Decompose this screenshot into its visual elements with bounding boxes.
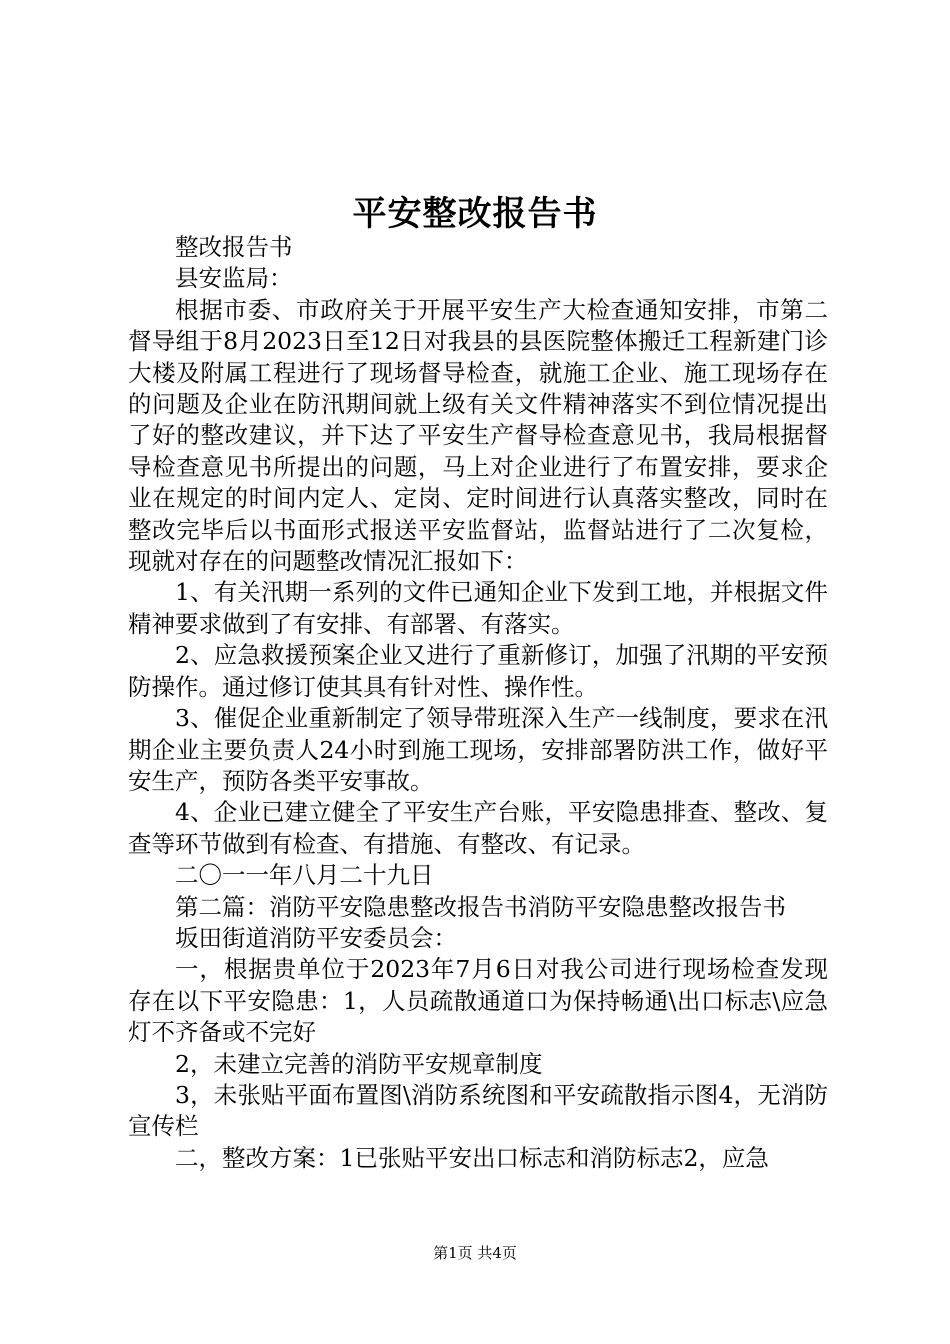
paragraph-second-title: 第二篇：消防平安隐患整改报告书消防平安隐患整改报告书 [175,892,786,921]
page-footer: 第1页 共4页 [433,1244,517,1262]
paragraph-plan: 二，整改方案：1已张贴平安出口标志和消防标志2，应急 [175,1143,769,1172]
paragraph-heading: 整改报告书 [175,233,293,261]
paragraph-date: 二〇一一年八月二十九日 [175,861,434,890]
paragraph-hazard-3: 3，未张贴平面布置图\消防系统图和平安疏散指示图4，无消防宣传栏 [128,1080,828,1141]
paragraph-hazards: 一，根据贵单位于2023年7月6日对我公司进行现场检查发现存在以下平安隐患：1，人员疏散通道口为保持畅通\出口标志\应急灯不齐备或不完好 [128,955,828,1047]
paragraph-item-3: 3、催促企业重新制定了领导带班深入生产一线制度，要求在汛期企业主要负责人24小时到施工现场，安排部署防洪工作，做好平安生产，预防各类平安事故。 [128,704,828,795]
paragraph-intro: 根据市委、市政府关于开展平安生产大检查通知安排，市第二督导组于8月2023日至12日对我县的县医院整体搬迁工程新建门诊大楼及附属工程进行了现场督导检查，就施工企业、施工现场存在的问题及企业在防汛期间就上级有关文件精神落实不到位情况提出了好的整改建议，并下达了平安生产督导检查意见书，我局根据督导检查意见书所提出的问题，马上对企业进行了布置安排，要求企业在规定的时间内定人、定岗、定时间进行认真落实整改，同时在整改完毕后以书面形式报送平安监督站，监督站进行了二次复检，现就对存在的问题整改情况汇报如下： [128,295,828,576]
paragraph-item-4: 4、企业已建立健全了平安生产台账，平安隐患排查、整改、复查等环节做到有检查、有措施、有整改、有记录。 [128,798,828,858]
paragraph-addressee: 县安监局： [175,264,293,293]
paragraph-item-2: 2、应急救援预案企业又进行了重新修订，加强了汛期的平安预防操作。通过修订使其具有针对性、操作性。 [128,641,828,701]
document-title: 平安整改报告书 [352,194,598,234]
paragraph-item-1: 1、有关汛期一系列的文件已通知企业下发到工地，并根据文件精神要求做到了有安排、有部署、有落实。 [128,578,828,638]
paragraph-hazard-2: 2，未建立完善的消防平安规章制度 [175,1049,543,1078]
paragraph-second-addressee: 坂田街道消防平安委员会： [175,923,457,952]
document-body [128,232,828,1174]
